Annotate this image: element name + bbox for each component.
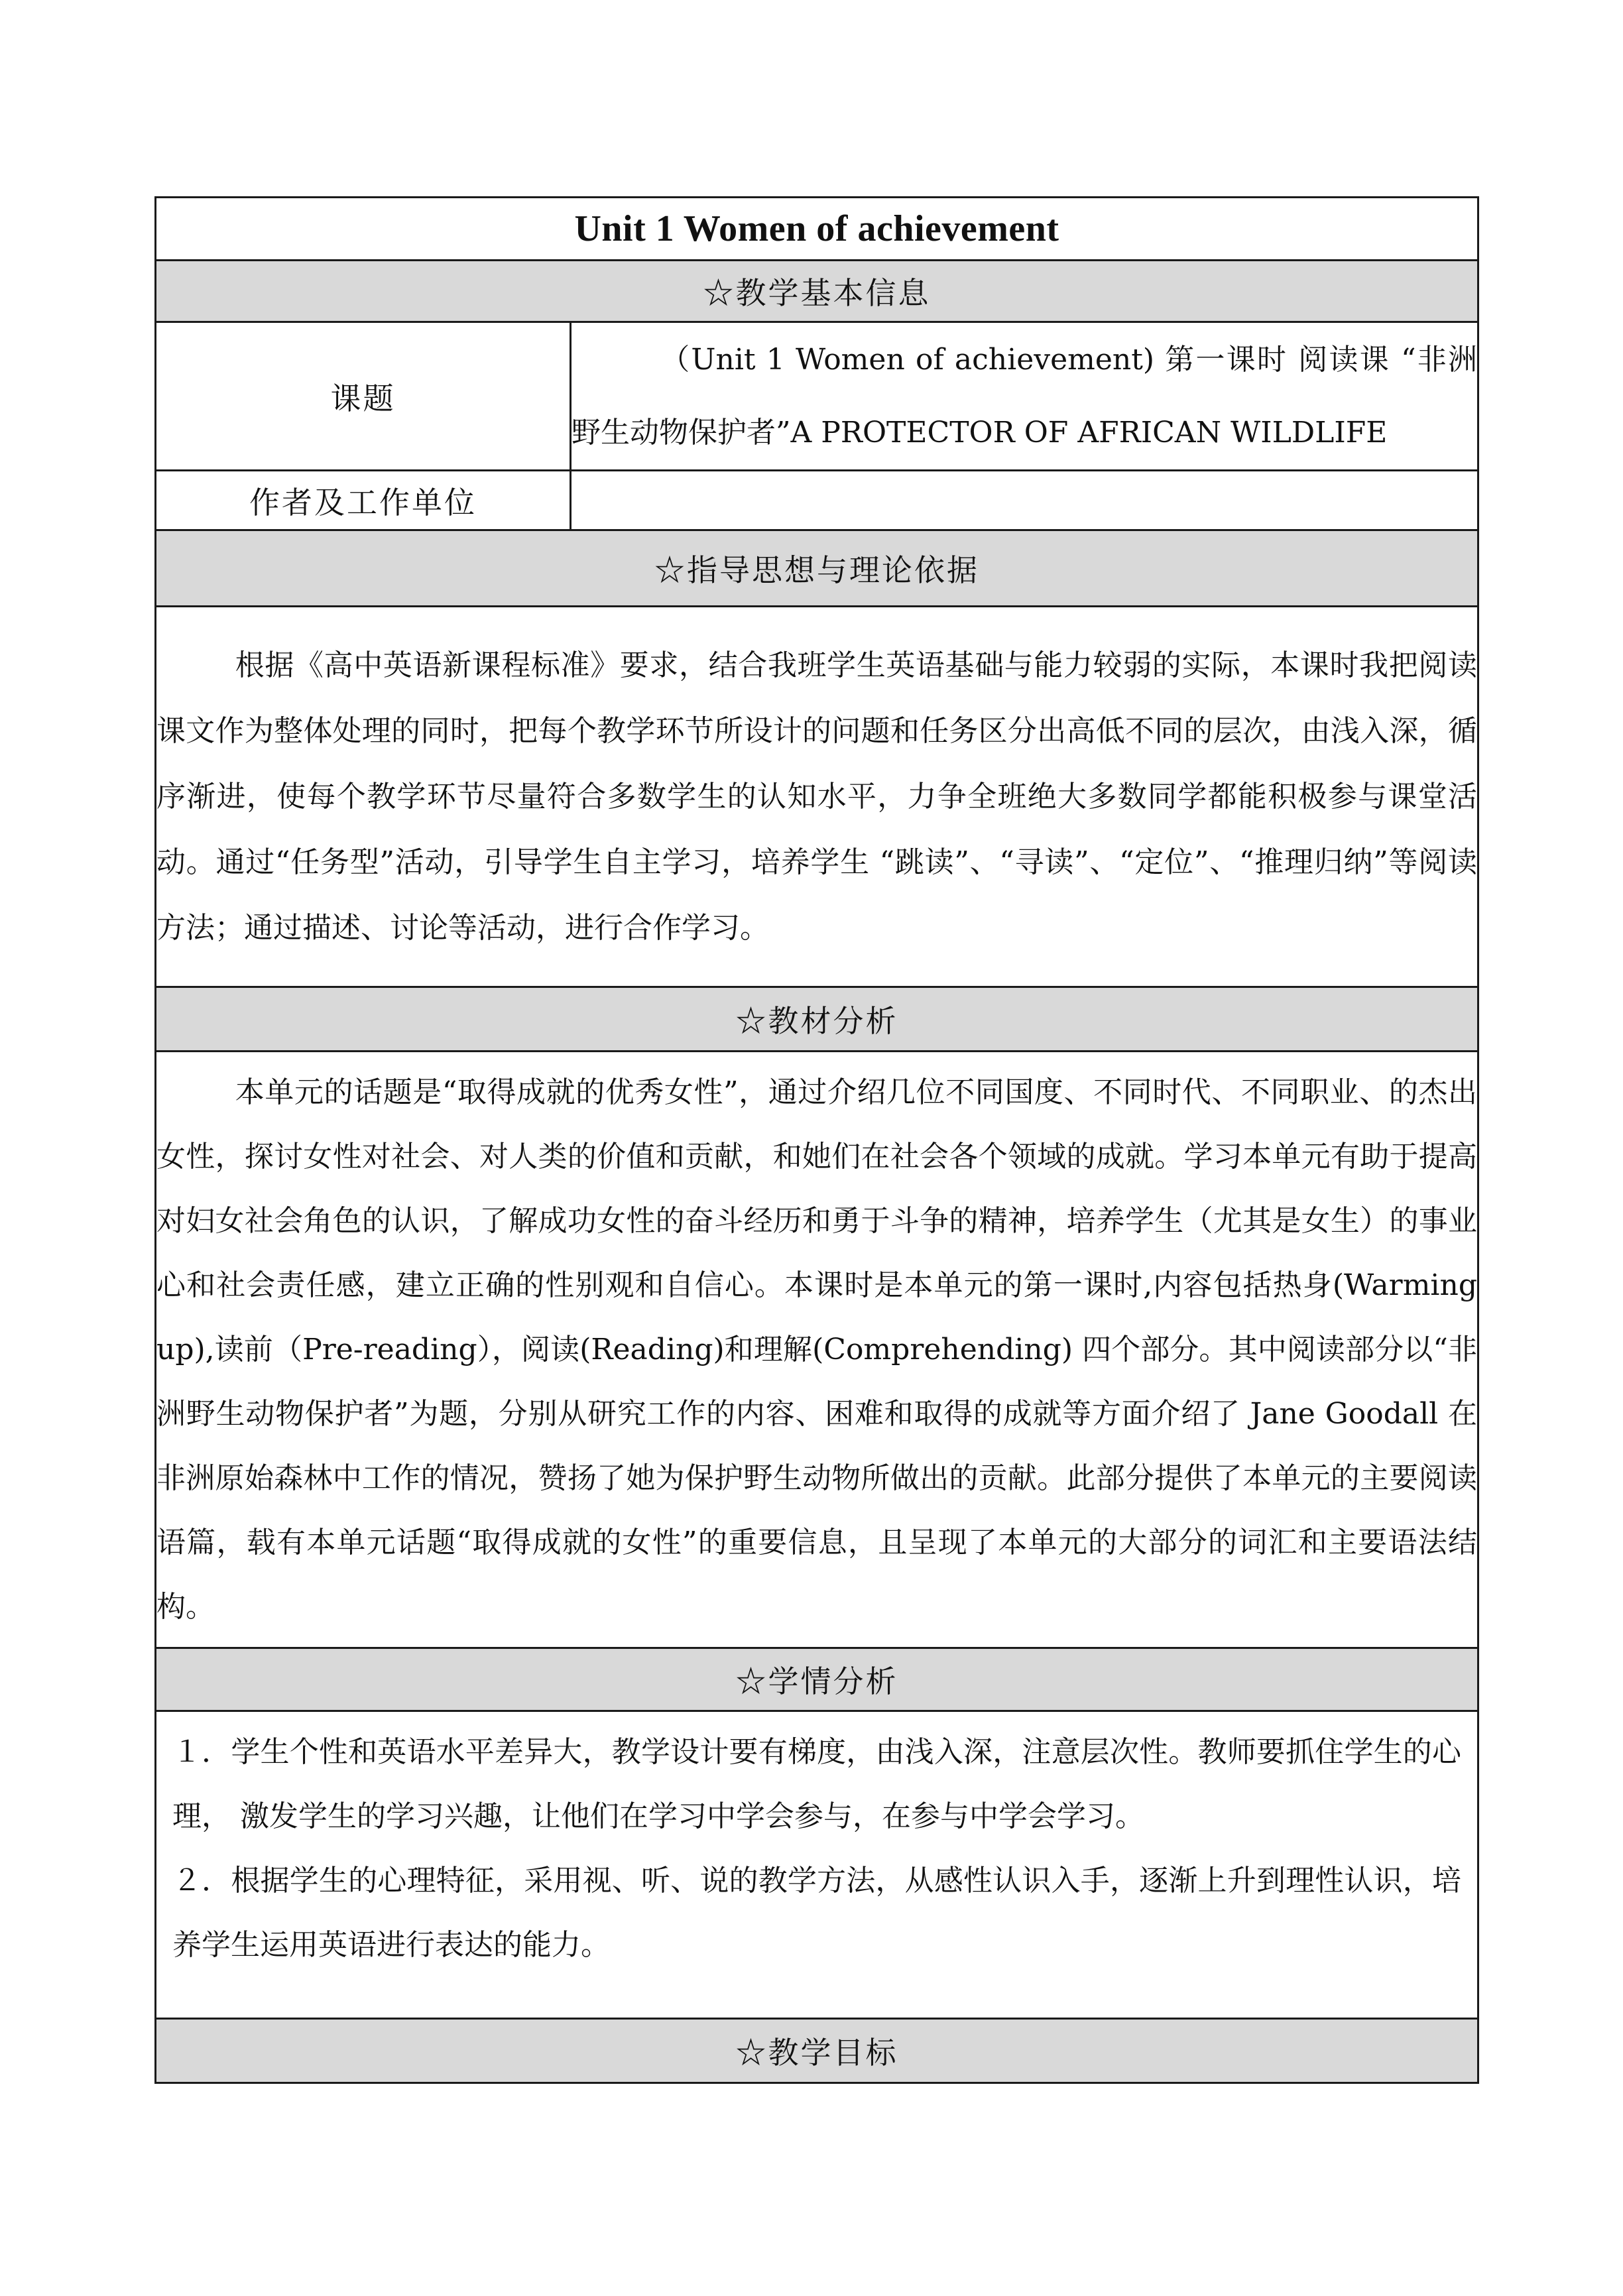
author-label: 作者及工作单位 [156,471,571,530]
topic-row [156,322,1478,471]
student-item-2: ２．根据学生的心理特征，采用视、听、说的教学方法，从感性认识入手，逐渐上升到理性认识，培养学生运用英语进行表达的能力。 [172,1864,1461,1962]
section-header-objectives: ☆教学目标 [156,2019,1478,2083]
section-header-students: ☆学情分析 [156,1648,1478,1711]
author-value [571,471,1478,530]
topic-value-cell [571,322,1478,471]
material-body [156,1052,1478,1648]
students-body [156,1711,1478,2019]
section-header-guiding: ☆指导思想与理论依据 [156,530,1478,607]
student-item-1: １．学生个性和英语水平差异大，教学设计要有梯度，由浅入深，注意层次性。教师要抓住学生的心理， 激发学生的学习兴趣，让他们在学习中学会参与，在参与中学会学习。 [172,1735,1461,1833]
material-paragraph: 本单元的话题是“取得成就的优秀女性”，通过介绍几位不同国度、不同时代、不同职业、的杰出女性，探讨女性对社会、对人类的价值和贡献，和她们在社会各个领域的成就。学习本单元有助于提高对妇女社会角色的认识，了解成功女性的奋斗经历和勇于斗争的精神，培养学生（尤其是女生）的事业心和社会责任感，建立正确的性别观和自信心。本课时是本单元的第一课时,内容包括热身(Warming up),读前（Pre-reading），阅读(Reading)和理解(Comprehending) 四个部分。其中阅读部分以“非洲野生动物保护者”为题，分别从研究工作的内容、困难和取得的成就等方面介绍了 Jane Goodall 在非洲原始森林中工作的情况，赞扬了她为保护野生动物所做出的贡献。此部分提供了本单元的主要阅读语篇，载有本单元话题“取得成就的女性”的重要信息，且呈现了本单元的大部分的词汇和主要语法结构。 [156,1075,1477,1624]
section-header-basic-info: ☆教学基本信息 [156,261,1478,322]
guiding-paragraph: 根据《高中英语新课程标准》要求，结合我班学生英语基础与能力较弱的实际，本课时我把阅读课文作为整体处理的同时，把每个教学环节所设计的问题和任务区分出高低不同的层次，由浅入深，循序渐进，使每个教学环节尽量符合多数学生的认知水平，力争全班绝大多数同学都能积极参与课堂活动。通过“任务型”活动，引导学生自主学习，培养学生 “跳读”、“寻读”、“定位”、“推理归纳”等阅读方法；通过描述、讨论等活动，进行合作学习。 [156,648,1477,945]
lesson-plan-table [154,196,1479,2084]
document-title: Unit 1 Women of achievement [156,198,1478,261]
guiding-body [156,607,1478,987]
topic-value: （Unit 1 Women of achievement) 第一课时 阅读课 “非洲野生动物保护者”A PROTECTOR OF AFRICAN WILDLIFE [571,342,1477,450]
section-header-material: ☆教材分析 [156,987,1478,1052]
author-row [156,471,1478,530]
topic-label: 课题 [156,322,571,471]
